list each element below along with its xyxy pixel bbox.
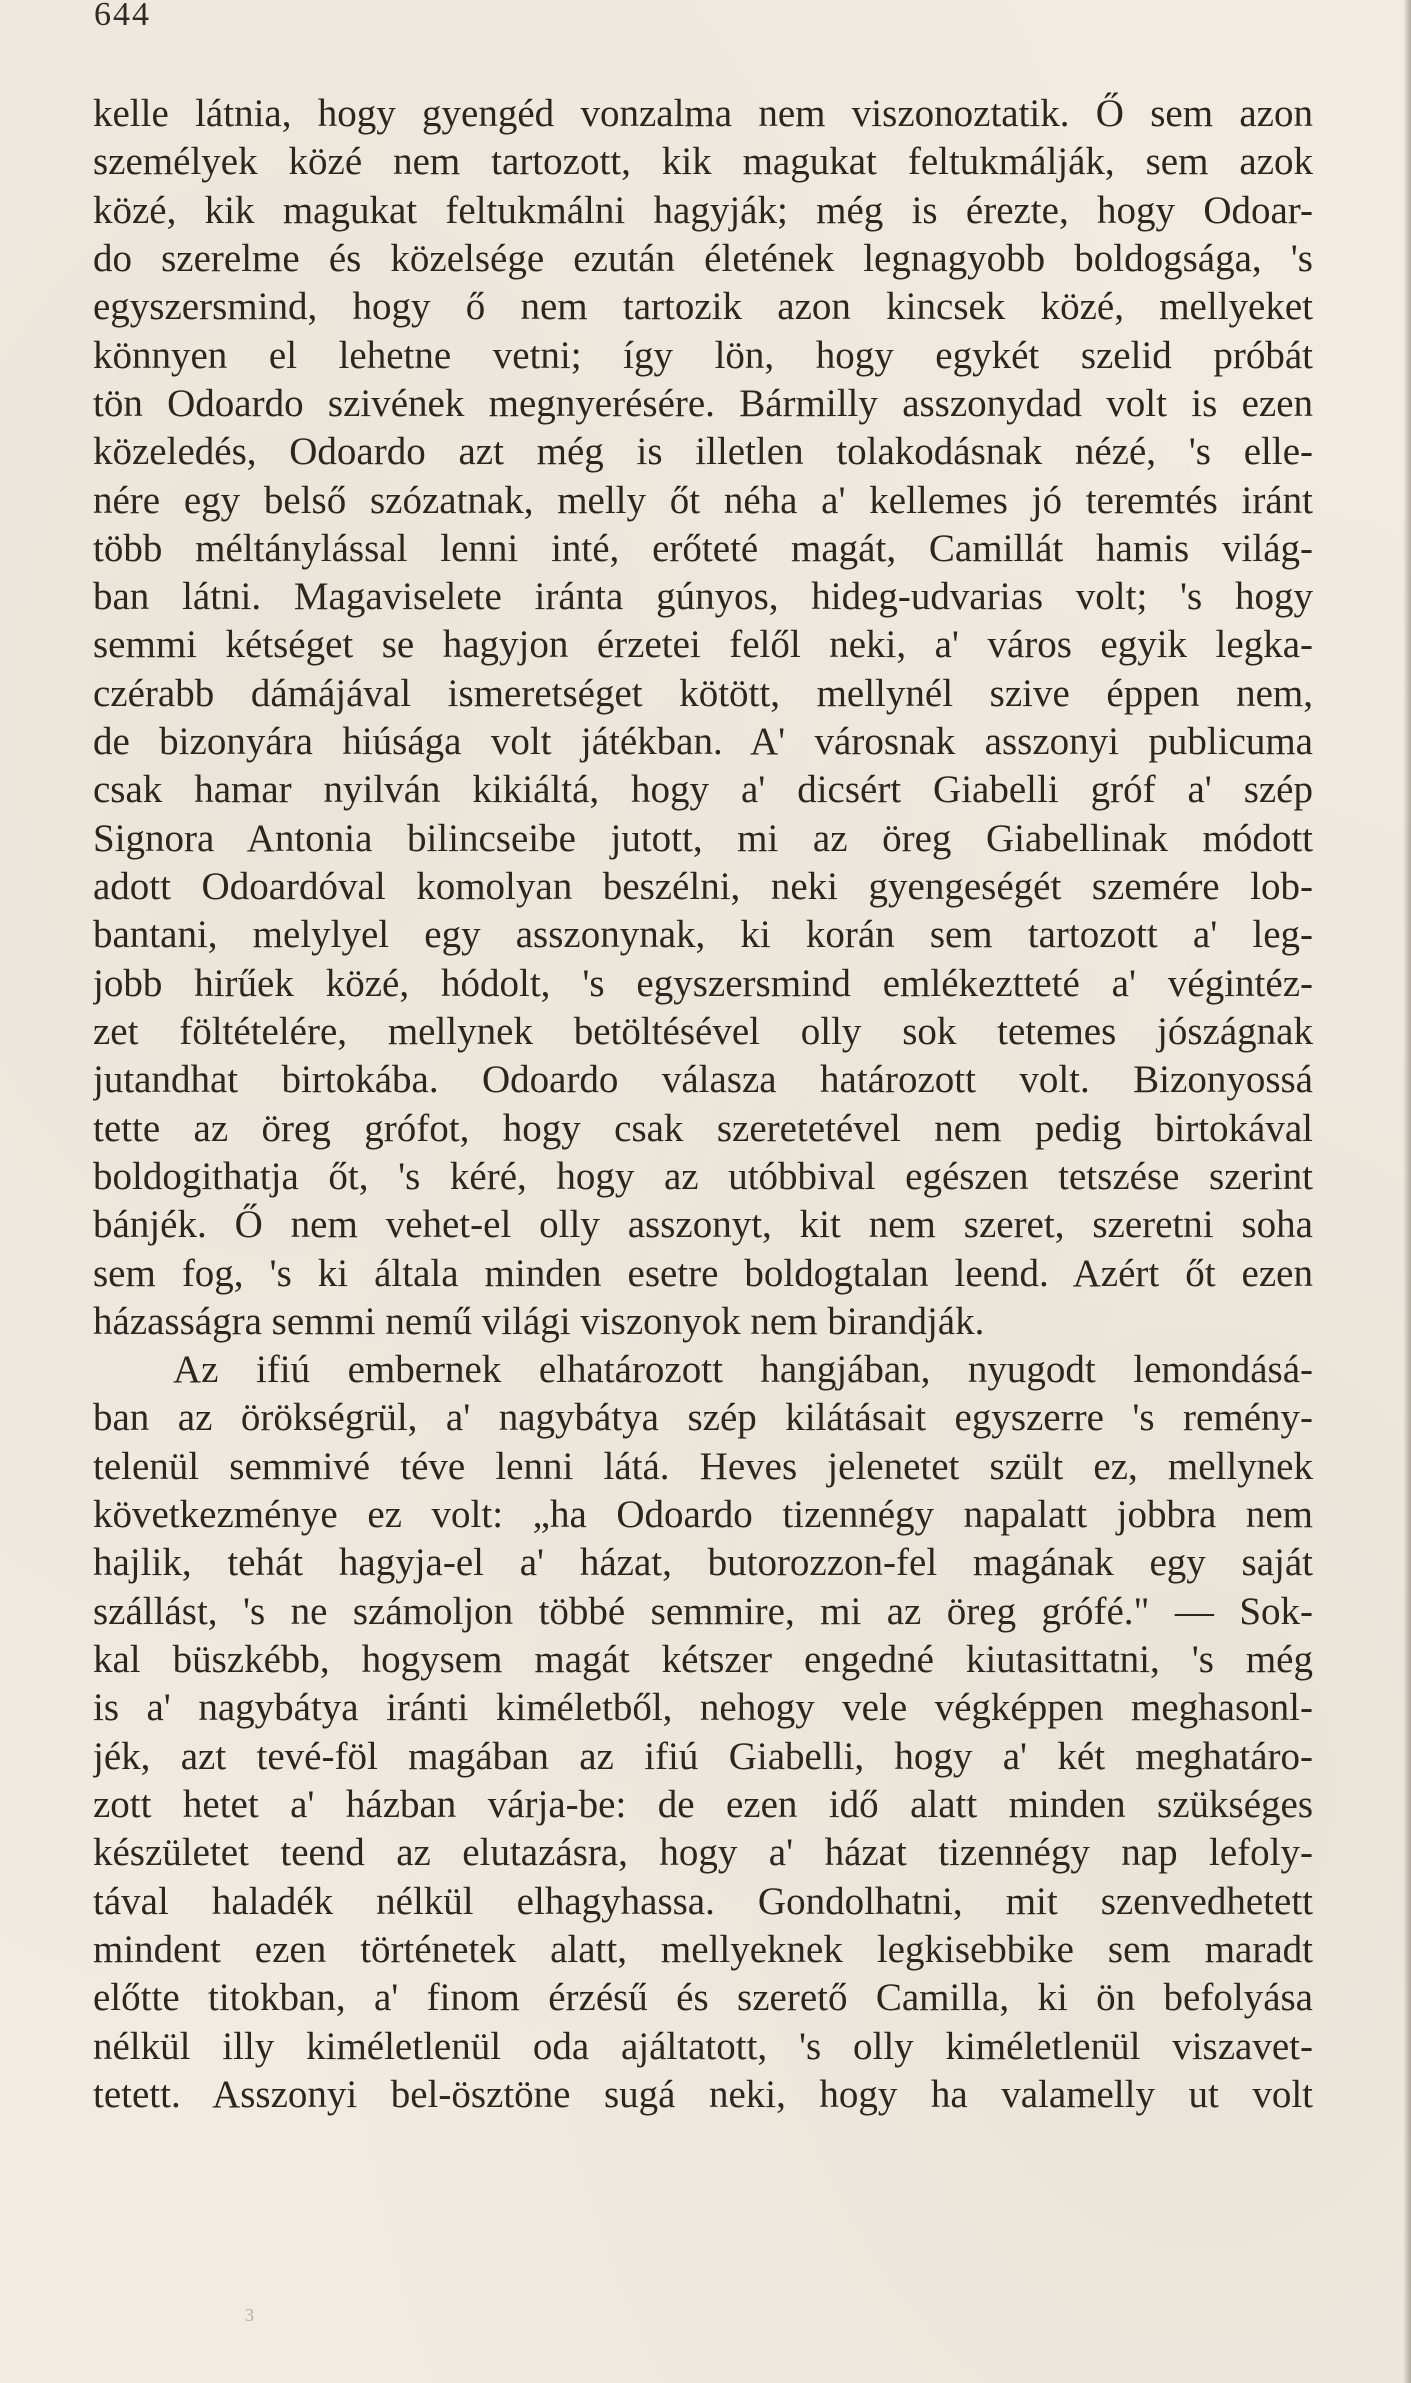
text-line: adott Odoardóval komolyan beszélni, neki gyengeségét szemére lob- — [93, 865, 1313, 908]
text-line: közé, kik magukat feltukmálni hagyják; még is érezte, hogy Odoar- — [93, 188, 1313, 232]
text-line: is a' nagybátya iránti kiméletből, nehogy vele végképpen meghasonl- — [93, 1686, 1313, 1730]
text-line: bantani, melylyel egy asszonynak, ki korán sem tartozott a' leg- — [93, 913, 1313, 957]
text-line: ban látni. Magaviselete iránta gúnyos, hideg-udvarias volt; 's hogy — [93, 575, 1313, 619]
text-line: előtte titokban, a' finom érzésű és szerető Camilla, ki ön befolyása — [93, 1976, 1313, 2020]
text-line: kal büszkébb, hogysem magát kétszer engedné kiutasittatni, 's még — [93, 1638, 1313, 1681]
text-line: semmi kétséget se hagyjon érzetei felől neki, a' város egyik legka- — [93, 623, 1313, 667]
page-number: 644 — [94, 0, 151, 33]
text-line: jobb hirűek közé, hódolt, 's egyszersmind emlékeztteté a' végintéz- — [93, 961, 1313, 1005]
text-line: könnyen el lehetne vetni; így lön, hogy egykét szelid próbát — [93, 333, 1313, 377]
text-line: do szerelme és közelsége ezután életének legnagyobb boldogsága, 's — [93, 236, 1313, 280]
text-line: nére egy belső szózatnak, melly őt néha a' kellemes jó teremtés iránt — [93, 478, 1313, 522]
text-line: jutandhat birtokába. Odoardo válasza határozott volt. Bizonyossá — [93, 1058, 1313, 1102]
text-line: csak hamar nyilván kikiáltá, hogy a' dicsért Giabelli gróf a' szép — [93, 768, 1313, 812]
body-text — [93, 90, 1313, 2119]
text-line: czérabb dámájával ismeretséget kötött, mellynél szive éppen nem, — [93, 671, 1313, 715]
paragraph-end-line: házasságra semmi nemű világi viszonyok nem birandják. — [93, 1299, 985, 1343]
faint-margin-mark: 3 — [245, 2305, 254, 2325]
text-line: szállást, 's ne számoljon többé semmire, mi az öreg grófé." — Sok- — [93, 1589, 1313, 1633]
text-line: boldogithatja őt, 's kéré, hogy az utóbbival egészen tetszése szerint — [93, 1154, 1313, 1198]
text-line: hajlik, tehát hagyja-el a' házat, butorozzon-fel magának egy saját — [93, 1541, 1313, 1585]
text-line: nélkül illy kiméletlenül oda ajáltatott, 's olly kiméletlenül viszavet- — [93, 2024, 1313, 2068]
text-line: tával haladék nélkül elhagyhassa. Gondolhatni, mit szenvedhetett — [93, 1879, 1313, 1923]
text-line: zet föltételére, mellynek betöltésével olly sok tetemes jószágnak — [93, 1009, 1313, 1053]
text-line: tette az öreg grófot, hogy csak szeretetével nem pedig birtokával — [93, 1106, 1313, 1150]
text-line: Signora Antonia bilincseibe jutott, mi az öreg Giabellinak módott — [93, 816, 1313, 860]
text-line: bánjék. Ő nem vehet-el olly asszonyt, kit nem szeret, szeretni soha — [93, 1203, 1313, 1247]
text-line: mindent ezen történetek alatt, mellyeknek legkisebbike sem maradt — [93, 1927, 1313, 1971]
text-line: közeledés, Odoardo azt még is illetlen tolakodásnak nézé, 's elle- — [93, 430, 1313, 474]
text-line: következménye ez volt: „ha Odoardo tizennégy napalatt jobbra nem — [93, 1493, 1313, 1537]
text-line: kelle látnia, hogy gyengéd vonzalma nem viszonoztatik. Ő sem azon — [93, 92, 1313, 135]
page-edge-shadow — [1403, 0, 1411, 2383]
text-line: ban az örökségrül, a' nagybátya szép kilátásait egyszerre 's remény- — [93, 1396, 1313, 1440]
text-line: sem fog, 's ki általa minden esetre boldogtalan leend. Azért őt ezen — [93, 1251, 1313, 1295]
text-line: tetett. Asszonyi bel-ösztöne sugá neki, hogy ha valamelly ut volt — [93, 2072, 1313, 2116]
text-line: jék, azt tevé-föl magában az ifiú Giabelli, hogy a' két meghatáro- — [93, 1734, 1313, 1778]
text-line: több méltánylással lenni inté, erőteté magát, Camillát hamis világ- — [93, 526, 1313, 570]
text-line: zott hetet a' házban várja-be: de ezen idő alatt minden szükséges — [93, 1782, 1313, 1826]
text-line: egyszersmind, hogy ő nem tartozik azon kincsek közé, mellyeket — [93, 285, 1313, 329]
text-line: tön Odoardo szivének megnyerésére. Bármilly asszonydad volt is ezen — [93, 381, 1313, 425]
text-line: személyek közé nem tartozott, kik magukat feltukmálják, sem azok — [93, 140, 1313, 184]
text-line: készületet teend az elutazásra, hogy a' házat tizennégy nap lefoly- — [93, 1831, 1313, 1875]
paragraph-start-line: Az ifiú embernek elhatározott hangjában, nyugodt lemondásá- — [173, 1348, 1313, 1392]
text-line: telenül semmivé téve lenni látá. Heves jelenetet szült ez, mellynek — [93, 1444, 1313, 1488]
text-line: de bizonyára hiúsága volt játékban. A' városnak asszonyi publicuma — [93, 720, 1313, 764]
